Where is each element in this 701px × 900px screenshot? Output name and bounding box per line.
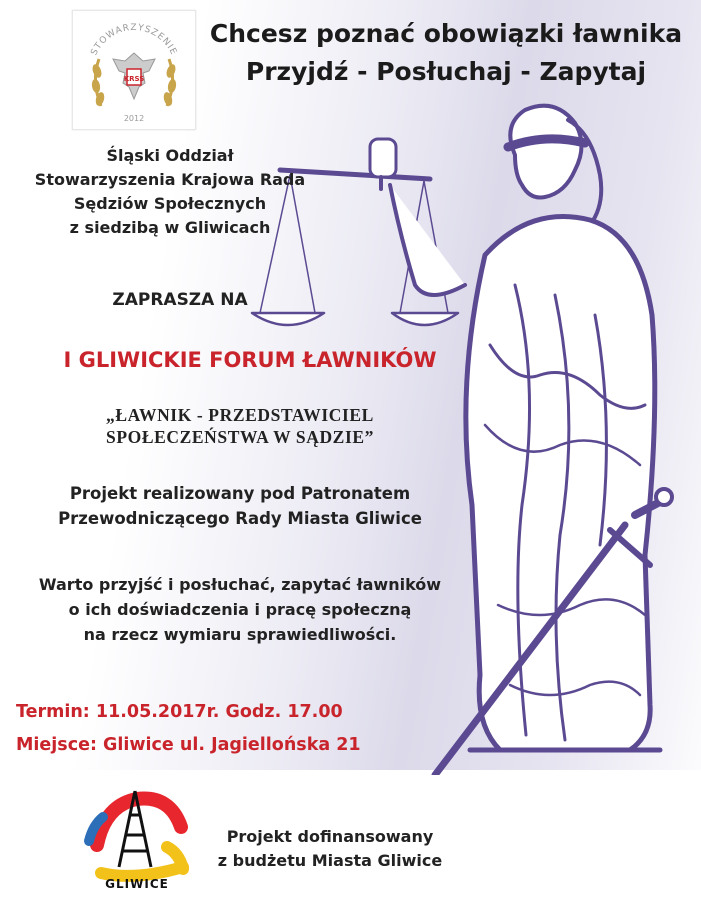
- organizer-line: Śląski Oddział: [106, 146, 234, 165]
- event-term: Termin: 11.05.2017r. Godz. 17.00: [16, 702, 343, 722]
- raised-hand: [370, 139, 396, 177]
- patronage-block: [20, 481, 460, 531]
- headline-line-2: Przyjdź - Posłuchaj - Zapytaj: [245, 57, 647, 86]
- patronage-line-1: Projekt realizowany pod Patronatem: [69, 484, 411, 503]
- organizer-line: Sędziów Społecznych: [73, 194, 267, 213]
- association-logo: [72, 10, 196, 130]
- invite-text: ZAPRASZA NA: [112, 290, 248, 310]
- organizer-line: z siedzibą w Gliwicach: [69, 218, 271, 237]
- right-scale-pan: [392, 313, 458, 325]
- left-scale-pan: [252, 313, 324, 325]
- logo-arc-text: STOWARZYSZENIE: [89, 22, 179, 58]
- robe: [466, 217, 655, 750]
- logo-year: 2012: [123, 114, 145, 123]
- funding-line-1: Projekt dofinansowany: [226, 827, 434, 846]
- logo-monogram: KRSS: [123, 75, 145, 83]
- motto-line-1: „ŁAWNIK - PRZEDSTAWICIEL: [106, 405, 374, 425]
- encouragement-line-2: o ich doświadczenia i pracę społeczną: [68, 600, 412, 619]
- encouragement-line-3: na rzecz wymiaru sprawiedliwości.: [83, 625, 397, 644]
- funding-block: [200, 825, 460, 873]
- encouragement-line-1: Warto przyjść i posłuchać, zapytać ławników: [38, 575, 442, 594]
- forum-title: I GLIWICKIE FORUM ŁAWNIKÓW: [63, 348, 437, 372]
- event-place: Miejsce: Gliwice ul. Jagiellońska 21: [16, 735, 361, 755]
- city-logo-text: GLIWICE: [105, 877, 169, 891]
- svg-text:STOWARZYSZENIE: [90, 23, 179, 57]
- organizer-line: Stowarzyszenia Krajowa Rada: [34, 170, 306, 189]
- gliwice-city-logo: [75, 777, 195, 895]
- headline-line-1: Chcesz poznać obowiązki ławnika: [209, 19, 683, 48]
- encouragement-block: [20, 572, 460, 647]
- funding-line-2: z budżetu Miasta Gliwice: [217, 851, 443, 870]
- motto-block: [30, 404, 450, 448]
- patronage-line-2: Przewodniczącego Rady Miasta Gliwice: [58, 509, 422, 528]
- motto-line-2: SPOŁECZEŃSTWA W SĄDZIE”: [106, 427, 374, 447]
- eagle-icon: [113, 53, 155, 99]
- organizer-block: [30, 144, 310, 240]
